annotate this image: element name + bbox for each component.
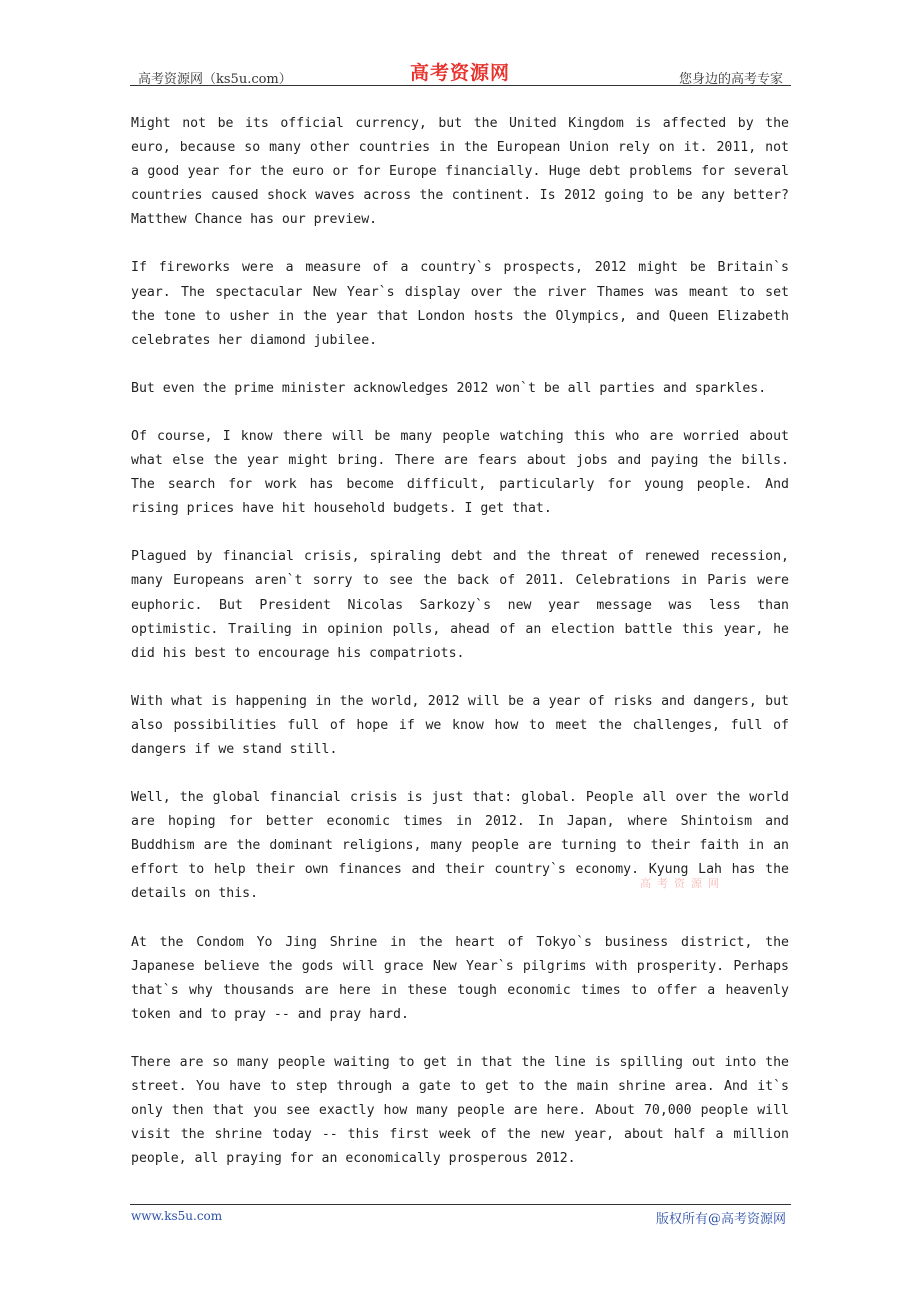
header-logo: 高考资源网 <box>409 62 510 84</box>
article-paragraph-4: Of course, I know there will be many people watching this who are worried about what else the year might bring. There are fears about jobs and paying the bills. The search for work has become difficult, particularly for young people. And rising prices have hit household budgets. I get that. <box>131 428 789 517</box>
article-body <box>131 112 789 1195</box>
watermark-stamp: 高考资源网 <box>640 877 725 890</box>
header-slogan: 您身边的高考专家 <box>678 72 783 87</box>
article-paragraph-8: At the Condom Yo Jing Shrine in the heart of Tokyo`s business district, the Japanese believe the gods will grace New Year`s pilgrims with prosperity. Perhaps that`s why thousands are here in these tough economic times to offer a heavenly token and to pray -- and pray hard. <box>131 934 789 1022</box>
footer-divider <box>130 1204 791 1205</box>
article-paragraph-2: If fireworks were a measure of a country`s prospects, 2012 might be Britain`s year. The spectacular New Year`s display over the river Thames was meant to set the tone to usher in the year that London hosts the Olympics, and Queen Elizabeth celebrates her diamond jubilee. <box>131 260 789 348</box>
article-paragraph-9: There are so many people waiting to get in that the line is spilling out into the street. You have to step through a gate to get to the main shrine area. And it`s only then that you see exactly how many people are here. About 70,000 people will visit the shrine today -- this first week of the new year, about half a million people, all praying for an economically prosperous 2012. <box>131 1054 789 1167</box>
page-header <box>130 58 791 86</box>
header-divider <box>130 85 791 86</box>
footer-copyright: 版权所有@高考资源网 <box>655 1212 786 1227</box>
header-site-name: 高考资源网（ks5u.com） <box>138 72 292 87</box>
article-paragraph-7: Well, the global financial crisis is just that: global. People all over the world are hoping for better economic times in 2012. In Japan, where Shintoism and Buddhism are the dominant religions, many people are turning to their faith in an effort to help their own finances and their country`s economy. Kyung Lah has the details on this. <box>131 790 789 902</box>
footer-site-link[interactable]: www.ks5u.com <box>131 1209 223 1223</box>
article-paragraph-5: Plagued by financial crisis, spiraling debt and the threat of renewed recession, many Europeans aren`t sorry to see the back of 2011. Celebrations in Paris were euphoric. But President Nicolas Sarkozy`s new year message was less than optimistic. Trailing in opinion polls, ahead of an election battle this year, he did his best to encourage his compatriots. <box>131 549 789 661</box>
article-paragraph-3: But even the prime minister acknowledges 2012 won`t be all parties and sparkles. <box>131 380 767 396</box>
article-paragraph-6: With what is happening in the world, 2012 will be a year of risks and dangers, but also possibilities full of hope if we know how to meet the challenges, full of dangers if we stand still. <box>131 693 789 757</box>
article-paragraph-1: Might not be its official currency, but the United Kingdom is affected by the euro, because so many other countries in the European Union rely on it. 2011, not a good year for the euro or for Europe financially. Huge debt problems for several countries caused shock waves across the continent. Is 2012 going to be any better? Matthew Chance has our preview. <box>131 116 789 228</box>
